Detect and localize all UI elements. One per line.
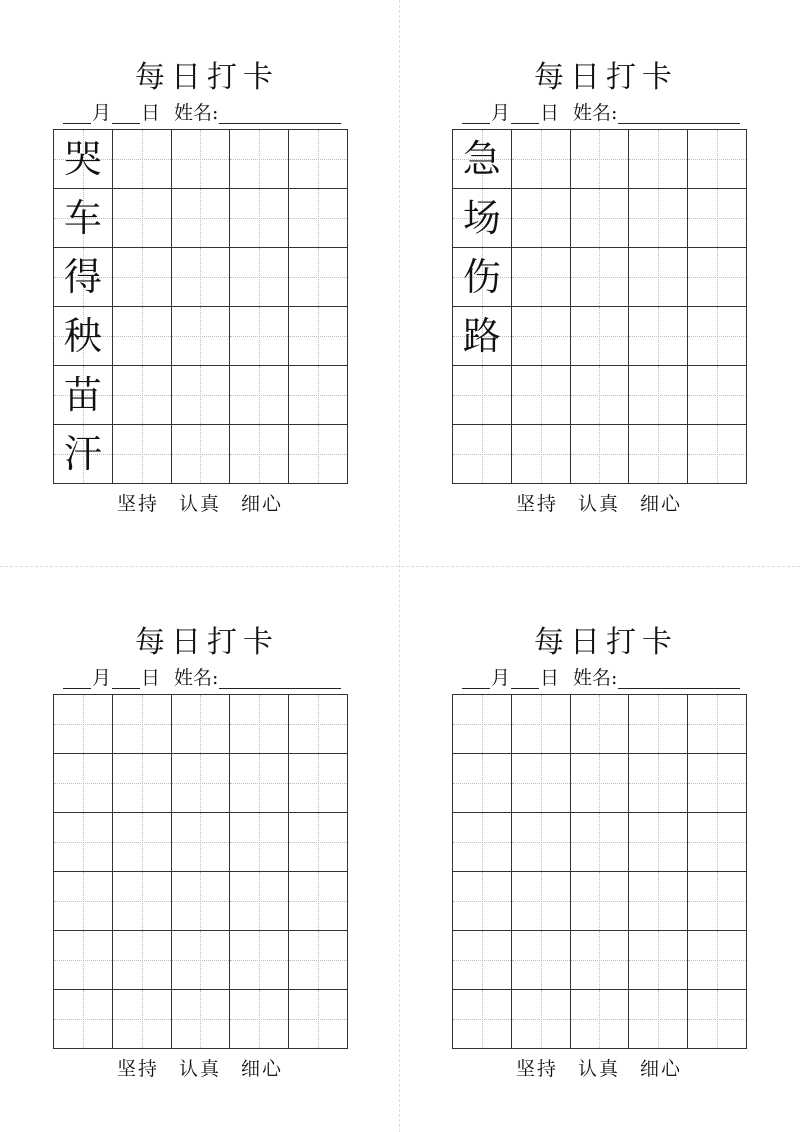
- grid-cell[interactable]: [688, 990, 747, 1049]
- grid-cell[interactable]: [113, 425, 172, 484]
- name-blank[interactable]: [618, 105, 740, 124]
- grid-cell[interactable]: [629, 366, 688, 425]
- motto-word: 认真: [178, 493, 221, 515]
- grid-cell[interactable]: [172, 248, 231, 307]
- grid-cell[interactable]: [54, 130, 113, 189]
- model-character: 路: [462, 314, 501, 358]
- grid-cell[interactable]: [230, 425, 289, 484]
- name-label: 姓名:: [174, 667, 219, 689]
- month-blank[interactable]: [63, 670, 91, 689]
- grid-cell[interactable]: [453, 872, 512, 931]
- model-character: 得: [63, 255, 102, 299]
- day-label: 日: [540, 102, 560, 124]
- grid-cell[interactable]: [172, 695, 231, 754]
- grid-cell[interactable]: [453, 990, 512, 1049]
- grid-cell[interactable]: [571, 695, 630, 754]
- grid-cell[interactable]: [571, 990, 630, 1049]
- grid-cell[interactable]: [688, 248, 747, 307]
- grid-cell[interactable]: [230, 307, 289, 366]
- date-name-line: [462, 663, 746, 689]
- grid-cell[interactable]: [453, 307, 512, 366]
- grid-cell[interactable]: [512, 990, 571, 1049]
- grid-cell[interactable]: [629, 130, 688, 189]
- grid-cell[interactable]: [289, 307, 348, 366]
- month-blank[interactable]: [462, 670, 490, 689]
- motto-word: 坚持: [515, 1058, 558, 1080]
- model-character: 伤: [462, 255, 501, 299]
- month-label: 月: [92, 667, 112, 689]
- grid-cell[interactable]: [230, 695, 289, 754]
- grid-cell[interactable]: [230, 754, 289, 813]
- grid-cell[interactable]: [54, 813, 113, 872]
- day-blank[interactable]: [112, 670, 140, 689]
- date-name-line: [462, 98, 746, 124]
- grid-cell[interactable]: [113, 872, 172, 931]
- grid-cell[interactable]: [629, 189, 688, 248]
- motto-word: 认真: [178, 1058, 221, 1080]
- grid-cell[interactable]: [571, 189, 630, 248]
- grid-cell[interactable]: [289, 695, 348, 754]
- grid-cell[interactable]: [688, 366, 747, 425]
- grid-cell[interactable]: [230, 189, 289, 248]
- grid-cell[interactable]: [289, 931, 348, 990]
- day-blank[interactable]: [511, 105, 539, 124]
- grid-cell[interactable]: [512, 366, 571, 425]
- grid-cell[interactable]: [113, 248, 172, 307]
- grid-cell[interactable]: [230, 990, 289, 1049]
- grid-cell[interactable]: [172, 366, 231, 425]
- name-label: 姓名:: [174, 102, 219, 124]
- model-character: 苗: [63, 373, 102, 417]
- model-character: 车: [63, 196, 102, 240]
- check-in-card-4: [452, 623, 746, 1081]
- model-character: 哭: [63, 137, 102, 181]
- grid-cell[interactable]: [629, 872, 688, 931]
- grid-cell[interactable]: [571, 307, 630, 366]
- grid-cell[interactable]: [688, 754, 747, 813]
- grid-cell[interactable]: [571, 931, 630, 990]
- grid-cell[interactable]: [453, 248, 512, 307]
- grid-cell[interactable]: [113, 813, 172, 872]
- grid-cell[interactable]: [629, 425, 688, 484]
- grid-cell[interactable]: [688, 695, 747, 754]
- grid-cell[interactable]: [688, 872, 747, 931]
- grid-cell[interactable]: [629, 695, 688, 754]
- name-blank[interactable]: [219, 105, 341, 124]
- grid-cell[interactable]: [113, 189, 172, 248]
- grid-cell[interactable]: [629, 248, 688, 307]
- grid-cell[interactable]: [113, 695, 172, 754]
- motto-word: 坚持: [515, 493, 558, 515]
- grid-cell[interactable]: [113, 931, 172, 990]
- day-blank[interactable]: [511, 670, 539, 689]
- grid-cell[interactable]: [688, 189, 747, 248]
- grid-cell[interactable]: [571, 754, 630, 813]
- grid-cell[interactable]: [172, 754, 231, 813]
- grid-cell[interactable]: [54, 425, 113, 484]
- date-name-line: [63, 663, 347, 689]
- grid-cell[interactable]: [289, 248, 348, 307]
- grid-cell[interactable]: [172, 813, 231, 872]
- grid-cell[interactable]: [571, 248, 630, 307]
- grid-cell[interactable]: [289, 425, 348, 484]
- grid-cell[interactable]: [629, 931, 688, 990]
- card-title: 每日打卡: [534, 60, 678, 95]
- grid-cell[interactable]: [172, 872, 231, 931]
- grid-cell[interactable]: [54, 872, 113, 931]
- grid-cell[interactable]: [172, 931, 231, 990]
- grid-cell[interactable]: [688, 813, 747, 872]
- grid-cell[interactable]: [113, 307, 172, 366]
- motto-word: 认真: [577, 493, 620, 515]
- grid-cell[interactable]: [453, 366, 512, 425]
- grid-cell[interactable]: [113, 366, 172, 425]
- grid-cell[interactable]: [571, 425, 630, 484]
- grid-cell[interactable]: [172, 189, 231, 248]
- grid-cell[interactable]: [688, 130, 747, 189]
- grid-cell[interactable]: [629, 754, 688, 813]
- grid-cell[interactable]: [289, 990, 348, 1049]
- grid-cell[interactable]: [230, 813, 289, 872]
- grid-cell[interactable]: [512, 307, 571, 366]
- model-character: 汗: [63, 432, 102, 476]
- date-name-line: [63, 98, 347, 124]
- grid-cell[interactable]: [512, 695, 571, 754]
- motto-word: 坚持: [116, 493, 159, 515]
- grid-cell[interactable]: [54, 695, 113, 754]
- tianzige-grid: [452, 694, 747, 1049]
- grid-cell[interactable]: [453, 754, 512, 813]
- tianzige-grid: [53, 129, 348, 484]
- motto-word: 细心: [241, 493, 284, 515]
- grid-cell[interactable]: [453, 189, 512, 248]
- model-character: 秧: [63, 314, 102, 358]
- grid-cell[interactable]: [688, 425, 747, 484]
- grid-cell[interactable]: [172, 130, 231, 189]
- day-label: 日: [540, 667, 560, 689]
- grid-cell[interactable]: [172, 307, 231, 366]
- day-label: 日: [141, 102, 161, 124]
- grid-cell[interactable]: [453, 813, 512, 872]
- grid-cell[interactable]: [230, 130, 289, 189]
- grid-cell[interactable]: [289, 189, 348, 248]
- model-character: 急: [462, 137, 501, 181]
- month-label: 月: [491, 102, 511, 124]
- grid-cell[interactable]: [571, 130, 630, 189]
- grid-cell[interactable]: [172, 425, 231, 484]
- motto-line: [53, 492, 347, 516]
- grid-cell[interactable]: [54, 754, 113, 813]
- grid-cell[interactable]: [512, 872, 571, 931]
- grid-cell[interactable]: [230, 872, 289, 931]
- tianzige-grid: [452, 129, 747, 484]
- month-blank[interactable]: [63, 105, 91, 124]
- grid-cell[interactable]: [688, 931, 747, 990]
- grid-cell[interactable]: [54, 931, 113, 990]
- grid-cell[interactable]: [629, 813, 688, 872]
- grid-cell[interactable]: [172, 990, 231, 1049]
- grid-cell[interactable]: [54, 189, 113, 248]
- day-label: 日: [141, 667, 161, 689]
- grid-cell[interactable]: [54, 366, 113, 425]
- name-label: 姓名:: [573, 667, 618, 689]
- card-title: 每日打卡: [534, 625, 678, 660]
- model-character: 场: [462, 196, 501, 240]
- grid-cell[interactable]: [571, 813, 630, 872]
- grid-cell[interactable]: [289, 754, 348, 813]
- grid-cell[interactable]: [629, 990, 688, 1049]
- grid-cell[interactable]: [289, 872, 348, 931]
- month-label: 月: [92, 102, 112, 124]
- grid-cell[interactable]: [512, 754, 571, 813]
- motto-line: [53, 1057, 347, 1081]
- card-title: 每日打卡: [135, 625, 279, 660]
- motto-word: 细心: [640, 493, 683, 515]
- motto-word: 坚持: [116, 1058, 159, 1080]
- grid-cell[interactable]: [571, 872, 630, 931]
- grid-cell[interactable]: [512, 248, 571, 307]
- grid-cell[interactable]: [571, 366, 630, 425]
- grid-cell[interactable]: [453, 130, 512, 189]
- tianzige-grid: [53, 694, 348, 1049]
- grid-cell[interactable]: [453, 425, 512, 484]
- grid-cell[interactable]: [688, 307, 747, 366]
- grid-cell[interactable]: [453, 931, 512, 990]
- grid-cell[interactable]: [512, 813, 571, 872]
- name-label: 姓名:: [573, 102, 618, 124]
- grid-cell[interactable]: [113, 754, 172, 813]
- grid-cell[interactable]: [54, 307, 113, 366]
- grid-cell[interactable]: [453, 695, 512, 754]
- grid-cell[interactable]: [113, 990, 172, 1049]
- grid-cell[interactable]: [54, 990, 113, 1049]
- grid-cell[interactable]: [629, 307, 688, 366]
- check-in-card-1: [53, 58, 347, 516]
- motto-word: 认真: [577, 1058, 620, 1080]
- grid-cell[interactable]: [512, 425, 571, 484]
- grid-cell[interactable]: [230, 931, 289, 990]
- month-blank[interactable]: [462, 105, 490, 124]
- grid-cell[interactable]: [289, 130, 348, 189]
- grid-cell[interactable]: [512, 189, 571, 248]
- grid-cell[interactable]: [512, 931, 571, 990]
- grid-cell[interactable]: [512, 130, 571, 189]
- grid-cell[interactable]: [289, 366, 348, 425]
- motto-word: 细心: [640, 1058, 683, 1080]
- grid-cell[interactable]: [230, 366, 289, 425]
- horizontal-cut-guide: [0, 566, 800, 567]
- motto-line: [452, 492, 746, 516]
- day-blank[interactable]: [112, 105, 140, 124]
- grid-cell[interactable]: [54, 248, 113, 307]
- check-in-card-3: [53, 623, 347, 1081]
- name-blank[interactable]: [219, 670, 341, 689]
- grid-cell[interactable]: [230, 248, 289, 307]
- grid-cell[interactable]: [289, 813, 348, 872]
- card-title: 每日打卡: [135, 60, 279, 95]
- grid-cell[interactable]: [113, 130, 172, 189]
- month-label: 月: [491, 667, 511, 689]
- check-in-card-2: [452, 58, 746, 516]
- motto-line: [452, 1057, 746, 1081]
- motto-word: 细心: [241, 1058, 284, 1080]
- name-blank[interactable]: [618, 670, 740, 689]
